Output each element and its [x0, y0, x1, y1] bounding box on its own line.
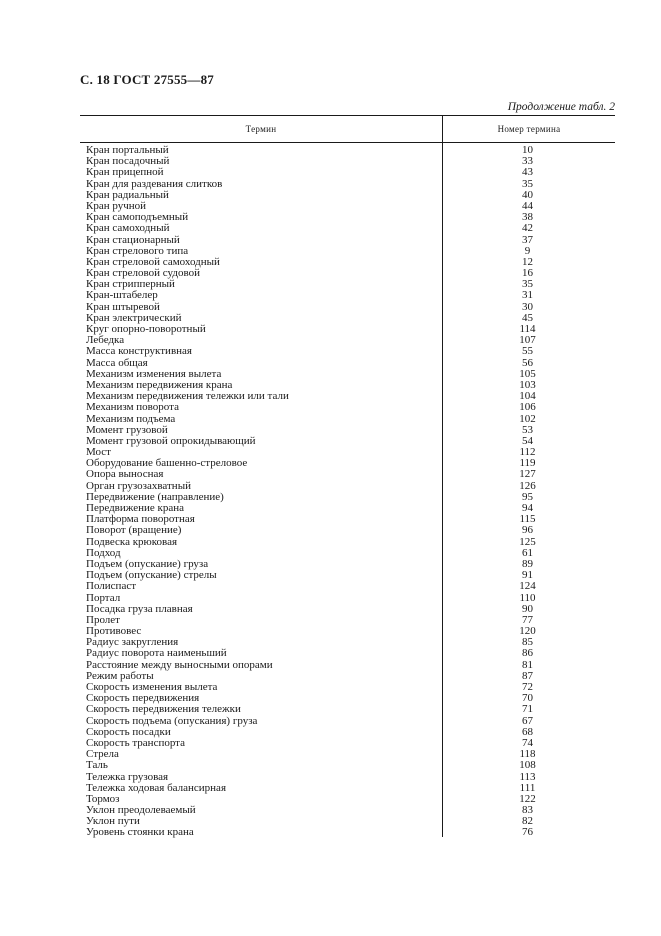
table-row: [80, 290, 615, 301]
term-cell: Поворот (вращение): [86, 524, 182, 537]
term-number-cell: 82: [522, 815, 533, 828]
term-number-cell: 35: [522, 278, 533, 291]
table-row: [80, 604, 615, 615]
term-number-cell: 118: [519, 748, 536, 761]
term-cell: Кран посадочный: [86, 155, 170, 168]
term-number-cell: 16: [522, 267, 533, 280]
term-cell: Момент грузовой: [86, 423, 168, 436]
term-number-cell: 81: [522, 658, 533, 671]
table-row: [80, 760, 615, 771]
term-number-cell: 56: [522, 356, 533, 369]
term-cell: Кран стрелового типа: [86, 244, 189, 257]
term-cell: Скорость передвижения тележки: [86, 703, 241, 716]
term-number-cell: 74: [522, 736, 533, 749]
term-number-cell: 124: [519, 580, 536, 593]
term-number-cell: 111: [519, 781, 536, 794]
term-cell: Передвижение крана: [86, 502, 184, 514]
term-cell: Кран стреловой судовой: [86, 267, 200, 280]
term-number-cell: 71: [522, 703, 533, 716]
term-cell: Кран самоходный: [86, 222, 170, 235]
term-number-cell: 94: [522, 502, 533, 514]
table-row: [80, 827, 615, 838]
term-number-cell: 120: [519, 625, 536, 638]
term-number-cell: 127: [519, 468, 536, 481]
term-number-cell: 89: [522, 557, 533, 570]
term-cell: Круг опорно-поворотный: [86, 323, 206, 335]
term-number-cell: 96: [522, 524, 533, 537]
term-cell: Подъем (опускание) стрелы: [86, 569, 217, 582]
term-number-cell: 113: [519, 770, 536, 783]
table-row: [80, 190, 615, 201]
table-row: [80, 660, 615, 671]
term-cell: Подход: [86, 546, 121, 559]
term-cell: Механизм передвижения крана: [86, 378, 233, 391]
term-cell: Тележка ходовая балансирная: [86, 781, 226, 794]
table-row: [80, 593, 615, 604]
term-cell: Кран стационарный: [86, 233, 180, 246]
term-cell: Полиспаст: [86, 580, 137, 593]
term-number-cell: 95: [522, 490, 533, 503]
term-number-cell: 91: [522, 569, 533, 582]
table-row: [80, 223, 615, 234]
term-number-cell: 86: [522, 647, 533, 660]
term-number-cell: 67: [522, 714, 533, 727]
term-number-cell: 119: [519, 457, 536, 470]
term-cell: Механизм передвижения тележки или тали: [86, 390, 289, 403]
term-number-cell: 102: [519, 412, 536, 425]
term-cell: Портал: [86, 591, 121, 604]
table-row: [80, 648, 615, 659]
term-number-cell: 30: [522, 300, 533, 313]
term-cell: Скорость посадки: [86, 725, 171, 738]
term-cell: Кран портальный: [86, 144, 169, 156]
term-number-cell: 40: [522, 188, 533, 201]
term-number-cell: 87: [522, 669, 533, 682]
term-cell: Тележка грузовая: [86, 770, 169, 783]
term-cell: Подвеска крюковая: [86, 535, 178, 548]
term-cell: Расстояние между выносными опорами: [86, 658, 273, 671]
term-cell: Тормоз: [86, 792, 120, 805]
term-cell: Таль: [86, 759, 108, 772]
term-number-cell: 76: [522, 826, 533, 839]
term-number-cell: 122: [519, 792, 536, 805]
term-cell: Мост: [86, 446, 111, 459]
page-header: С. 18 ГОСТ 27555—87: [80, 72, 214, 87]
table-body: [80, 145, 615, 839]
term-number-cell: 70: [522, 692, 533, 705]
column-header-term: Термин: [245, 124, 277, 134]
term-number-cell: 110: [519, 591, 536, 604]
term-cell: Стрела: [86, 748, 119, 761]
term-number-cell: 33: [522, 155, 533, 168]
term-number-cell: 85: [522, 636, 533, 649]
term-cell: Кран ручной: [86, 199, 147, 212]
term-number-cell: 12: [522, 255, 533, 268]
term-number-cell: 107: [519, 334, 536, 347]
term-number-cell: 38: [522, 211, 533, 224]
term-cell: Уровень стоянки крана: [86, 826, 194, 839]
term-cell: Кран прицепной: [86, 166, 164, 179]
term-cell: Радиус поворота наименьший: [86, 647, 227, 660]
table-row: [80, 469, 615, 480]
term-number-cell: 53: [522, 423, 533, 436]
term-number-cell: 43: [522, 166, 533, 179]
term-cell: Кран радиальный: [86, 188, 169, 201]
term-number-cell: 115: [519, 513, 536, 526]
table-row: [80, 402, 615, 413]
term-cell: Лебедка: [86, 334, 125, 347]
term-number-cell: 31: [522, 289, 533, 302]
term-number-cell: 42: [522, 222, 533, 235]
table-row: [80, 414, 615, 425]
term-number-cell: 35: [522, 177, 533, 190]
term-number-cell: 83: [522, 804, 533, 817]
table-row: [80, 805, 615, 816]
table-row: [80, 346, 615, 357]
table-row: [80, 279, 615, 290]
term-number-cell: 126: [519, 479, 536, 492]
term-number-cell: 90: [522, 602, 533, 615]
term-number-cell: 104: [519, 390, 536, 403]
term-cell: Оборудование башенно-стреловое: [86, 457, 248, 470]
term-cell: Передвижение (направление): [86, 490, 224, 503]
term-number-cell: 45: [522, 311, 533, 324]
term-number-cell: 37: [522, 233, 533, 246]
term-number-cell: 125: [519, 535, 536, 548]
term-cell: Скорость транспорта: [86, 736, 186, 749]
term-cell: Кран электрический: [86, 311, 182, 324]
term-cell: Момент грузовой опрокидывающий: [86, 434, 256, 447]
term-cell: Посадка груза плавная: [86, 602, 193, 615]
term-cell: Масса конструктивная: [86, 345, 192, 358]
term-cell: Кран самоподъемный: [86, 211, 189, 224]
term-cell: Противовес: [86, 625, 142, 638]
term-number-cell: 103: [519, 378, 536, 391]
term-cell: Пролет: [86, 613, 120, 626]
term-cell: Уклон пути: [86, 815, 140, 828]
term-cell: Масса общая: [86, 356, 148, 369]
term-cell: Механизм подъема: [86, 412, 176, 425]
term-number-cell: 108: [519, 759, 536, 772]
term-cell: Скорость подъема (опускания) груза: [86, 714, 258, 727]
term-number-cell: 106: [519, 401, 536, 414]
term-cell: Радиус закругления: [86, 636, 179, 649]
term-number-cell: 54: [522, 434, 533, 447]
term-cell: Уклон преодолеваемый: [86, 804, 196, 817]
term-number-cell: 9: [524, 244, 531, 257]
term-number-cell: 10: [522, 144, 533, 156]
term-cell: Механизм поворота: [86, 401, 179, 414]
table-row: [80, 167, 615, 178]
term-cell: Кран штыревой: [86, 300, 160, 313]
table-continuation-note: Продолжение табл. 2: [507, 101, 615, 113]
term-cell: Кран стрипперный: [86, 278, 175, 291]
table-row: [80, 704, 615, 715]
term-number-cell: 55: [522, 345, 533, 358]
term-number-cell: 68: [522, 725, 533, 738]
term-cell: Кран для раздевания слитков: [86, 177, 223, 190]
table-top-rule: [80, 115, 615, 116]
term-number-cell: 112: [519, 446, 536, 459]
table-header-rule: [80, 142, 615, 143]
term-cell: Скорость изменения вылета: [86, 681, 218, 693]
table-row: [80, 525, 615, 536]
term-cell: Подъем (опускание) груза: [86, 557, 209, 570]
term-cell: Механизм изменения вылета: [86, 367, 222, 380]
term-number-cell: 72: [522, 681, 533, 693]
table-row: [80, 235, 615, 246]
term-cell: Орган грузозахватный: [86, 479, 191, 492]
term-number-cell: 114: [519, 323, 536, 335]
table-row: [80, 537, 615, 548]
term-cell: Опора выносная: [86, 468, 164, 481]
term-cell: Платформа поворотная: [86, 513, 195, 526]
term-number-cell: 105: [519, 367, 536, 380]
term-number-cell: 61: [522, 546, 533, 559]
term-cell: Кран стреловой самоходный: [86, 255, 220, 268]
table-row: [80, 581, 615, 592]
table-row: [80, 772, 615, 783]
term-number-cell: 77: [522, 613, 533, 626]
term-cell: Скорость передвижения: [86, 692, 200, 705]
column-header-number: Номер термина: [497, 124, 561, 134]
term-cell: Кран-штабелер: [86, 289, 158, 302]
term-cell: Режим работы: [86, 669, 154, 682]
term-number-cell: 44: [522, 199, 533, 212]
